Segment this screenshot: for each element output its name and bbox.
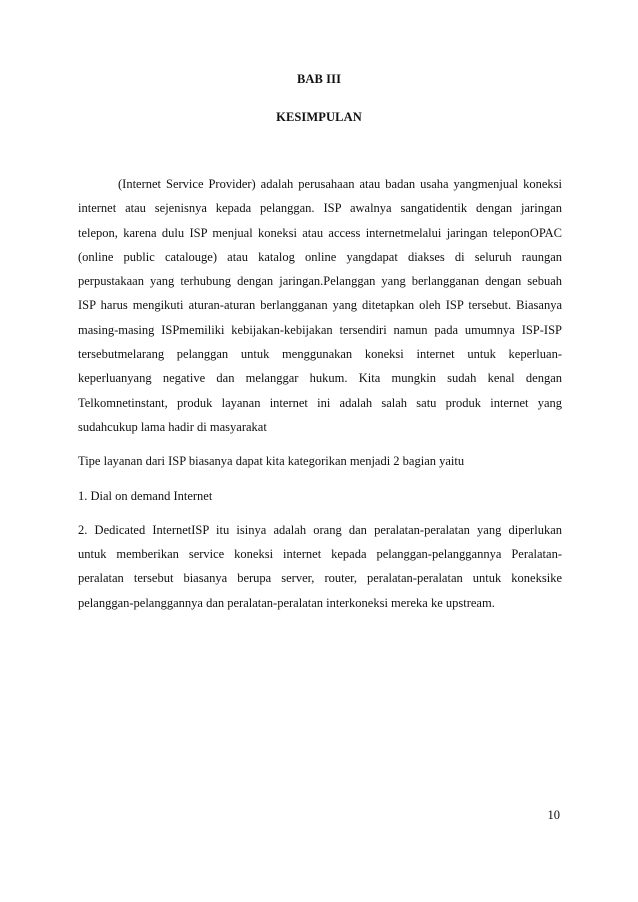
text-line: (Internet Service Provider) adalah perusahaan atau badan usaha yangmenjual koneksi	[118, 177, 562, 191]
text-line: Telkomnetinstant, produk layanan internet ini adalah salah satu produk internet yang	[78, 395, 562, 410]
text-line: (online public catalouge) atau katalog online yangdapat diakses di seluruh raungan	[78, 249, 562, 264]
text-line: masing-masing ISPmemiliki kebijakan-kebijakan tersendiri namun pada umumnya ISP-ISP	[78, 322, 562, 337]
text-line: untuk memberikan service koneksi internet kepada pelanggan-pelanggannya Peralatan-	[78, 547, 562, 562]
chapter-title: KESIMPULAN	[276, 110, 362, 124]
list-item-dedicated-internet	[78, 518, 562, 615]
text-line: ISP harus mengikuti aturan-aturan berlangganan yang ditetapkan oleh ISP tersebut. Biasanya	[78, 298, 562, 313]
paragraph-service-types: Tipe layanan dari ISP biasanya dapat kita kategorikan menjadi 2 bagian yaitu	[78, 454, 465, 469]
body-text	[78, 172, 562, 615]
text-line: 2. Dedicated InternetISP itu isinya adalah orang dan peralatan-peralatan yang diperlukan	[78, 522, 562, 537]
text-line: keperluanyang negative dan melanggar hukum. Kita mungkin sudah kenal dengan	[78, 371, 562, 386]
chapter-heading: BAB III	[296, 72, 342, 86]
list-item-dial-on-demand: 1. Dial on demand Internet	[78, 488, 213, 503]
text-line: sudahcukup lama hadir di masyarakat	[78, 419, 267, 434]
text-line: perpustakaan yang terhubung dengan jaringan.Pelanggan yang berlangganan dengan sebuah	[78, 274, 562, 289]
paragraph-isp-definition	[78, 172, 562, 439]
page-number: 10	[547, 808, 560, 822]
text-line: pelanggan-pelanggannya dan peralatan-peralatan interkoneksi mereka ke upstream.	[78, 595, 495, 610]
text-line: internet atau sejenisnya kepada pelanggan. ISP awalnya sangatidentik dengan jaringan	[78, 201, 562, 216]
text-line: telepon, karena dulu ISP menjual koneksi atau access internetmelalui jaringan teleponOPAC	[78, 225, 562, 240]
text-line: tersebutmelarang pelanggan untuk menggunakan koneksi internet untuk keperluan-	[78, 347, 562, 362]
text-line: peralatan tersebut biasanya berupa server, router, peralatan-peralatan untuk koneksike	[78, 571, 562, 586]
